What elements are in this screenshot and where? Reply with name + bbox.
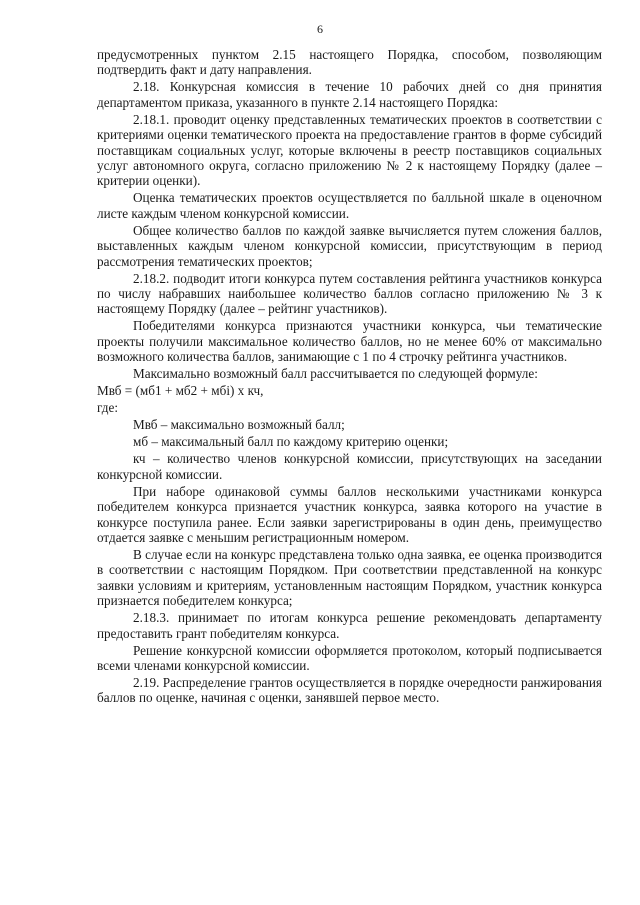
paragraph-equal-scores: При наборе одинаковой суммы баллов несколькими участниками конкурса победителем конкурса признается участник конкурса, заявка которого на участие в конкурсе поступила ранее. Если заявки зарегистрированы в один день, преимущество отдается заявке с меньшим регистрационным номером. bbox=[97, 483, 602, 545]
paragraph-2-18-2: 2.18.2. подводит итоги конкурса путем составления рейтинга участников конкурса по числу набравших наибольшее количество баллов согласно приложению № 3 к настоящему Порядку (далее – рейтинг участников). bbox=[97, 270, 602, 317]
definition-kch: кч – количество членов конкурсной комиссии, присутствующих на заседании конкурсной комиссии. bbox=[97, 451, 602, 482]
paragraph-formula-intro: Максимально возможный балл рассчитывается по следующей формуле: bbox=[133, 366, 538, 382]
paragraph-2-18: 2.18. Конкурсная комиссия в течение 10 рабочих дней со дня принятия департаментом приказа, указанного в пункте 2.14 настоящего Порядка: bbox=[97, 79, 602, 110]
paragraph-2-18-3: 2.18.3. принимает по итогам конкурса решение рекомендовать департаменту предоставить грант победителям конкурса. bbox=[97, 610, 602, 641]
paragraph-total-score: Общее количество баллов по каждой заявке вычисляется путем сложения баллов, выставленных каждым членом конкурсной комиссии, присутствующим в период рассмотрения тематических проектов; bbox=[97, 222, 602, 269]
paragraph-2-18-1: 2.18.1. проводит оценку представленных тематических проектов в соответствии с критериями оценки тематического проекта на предоставление грантов в форме субсидий поставщикам социальных услуг, которые включены в реестр поставщиков социальных услуг автономного округа, согласно приложению № 2 к настоящему Порядку (далее – критерии оценки). bbox=[97, 111, 602, 189]
paragraph-2-19: 2.19. Распределение грантов осуществляется в порядке очередности ранжирования баллов по оценке, начиная с оценки, занявшей первое место. bbox=[97, 674, 602, 706]
definition-mvb: Мвб – максимально возможный балл; bbox=[133, 417, 345, 433]
paragraph-scoring-scale: Оценка тематических проектов осуществляется по балльной шкале в оценочном листе каждым членом конкурсной комиссии. bbox=[97, 190, 602, 221]
paragraph-single-application: В случае если на конкурс представлена только одна заявка, ее оценка производится в соответствии с настоящим Порядком. При соответствии представленной на конкурс заявки условиям и критериям, установленным настоящим Порядком, участник конкурса признается победителем конкурса; bbox=[97, 546, 603, 609]
definition-mb: мб – максимальный балл по каждому критерию оценки; bbox=[133, 434, 449, 450]
paragraph-winners: Победителями конкурса признаются участники конкурса, чьи тематические проекты получили максимальное количество баллов, но не менее 60% от максимально возможного количества баллов, занимающие с 1 по 4 строчку рейтинга участников. bbox=[97, 318, 602, 365]
document-body bbox=[97, 47, 602, 707]
paragraph-continuation: предусмотренных пунктом 2.15 настоящего Порядка, способом, позволяющим подтвердить факт и дату направления. bbox=[97, 47, 602, 78]
page-number: 6 bbox=[317, 22, 323, 36]
formula: Мвб = (мб1 + мб2 + мбi) х кч, bbox=[97, 383, 264, 399]
paragraph-where: где: bbox=[97, 400, 118, 416]
paragraph-protocol: Решение конкурсной комиссии оформляется протоколом, который подписывается всеми членами конкурсной комиссии. bbox=[97, 642, 602, 673]
